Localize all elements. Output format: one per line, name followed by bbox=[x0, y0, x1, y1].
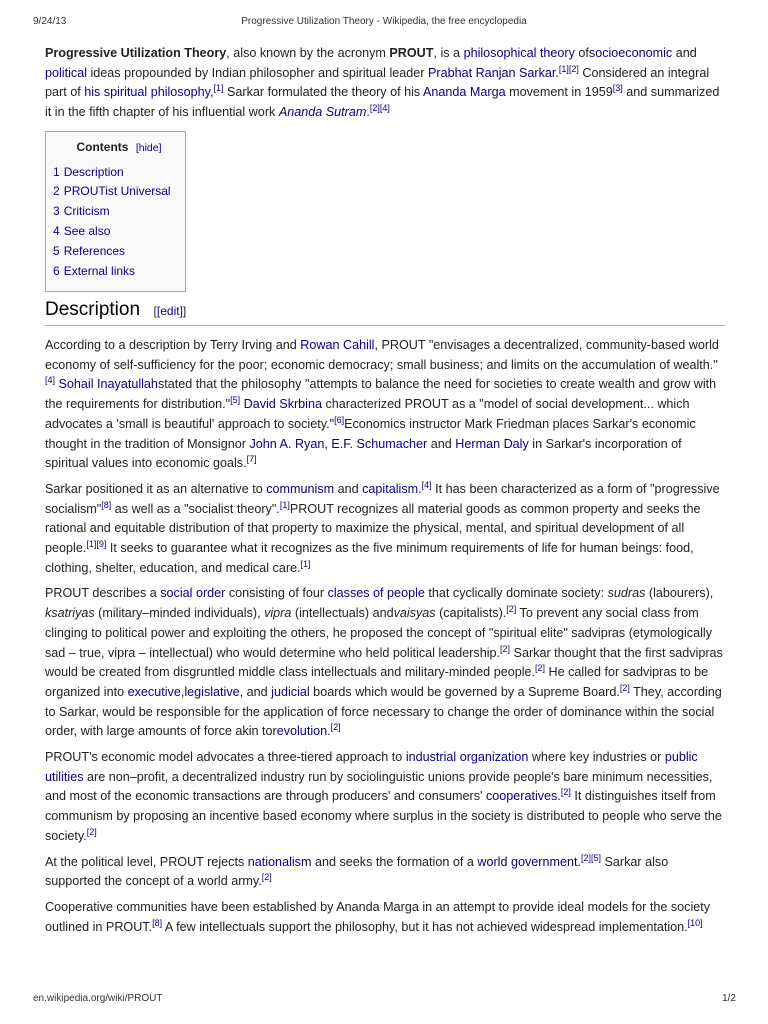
citation[interactable]: [1] bbox=[213, 83, 224, 94]
link-revolution[interactable]: revolution bbox=[272, 724, 328, 739]
page-number: 1/2 bbox=[722, 993, 736, 1004]
toc-item-references[interactable]: 5 References bbox=[53, 243, 126, 258]
toc-header bbox=[53, 138, 185, 159]
citation[interactable]: [2] bbox=[261, 872, 272, 883]
link-john-a-ryan[interactable]: John A. Ryan bbox=[249, 436, 325, 451]
link-philosophical-theory[interactable]: philosophical theory bbox=[463, 46, 575, 60]
link-legislative[interactable]: legislative bbox=[184, 684, 240, 699]
link-prabhat-ranjan-sarkar[interactable]: Prabhat Ranjan Sarkar bbox=[427, 65, 556, 80]
citation[interactable]: [2] bbox=[535, 663, 546, 674]
toc-item-external-links[interactable]: 6 External links bbox=[53, 263, 136, 278]
citation[interactable]: [1] bbox=[300, 558, 311, 569]
paragraph-6: Cooperative communities have been established by Ananda Marga in an attempt to provide ideal models for the society outlined in PROUT.[8] A few intellectuals support the philosophy, but it has not achieved widespread implementation.[10] bbox=[45, 899, 711, 934]
toc-item-see-also[interactable]: 4 See also bbox=[53, 223, 111, 238]
article-subject: Progressive Utilization Theory bbox=[45, 46, 227, 60]
citation[interactable]: [3] bbox=[612, 83, 623, 94]
citation[interactable]: [2] bbox=[560, 787, 571, 798]
paragraph-2: Sarkar positioned it as an alternative to communism and capitalism.[4] It has been characterized as a form of "progressive socialism"[8] as well as a "socialist theory".[1]PROUT recognizes all material goods as common property and seeks the rational and equitable distribution of that property to maximize the physical, mental, and spiritual development of all people.[1][9] It seeks to guarantee what it recognizes as the five minimum requirements of life for human beings: food, clothing, shelter, education, and medical care.[1] bbox=[45, 479, 720, 575]
citation[interactable]: [2][4] bbox=[369, 102, 390, 113]
paragraph-5: At the political level, PROUT rejects nationalism and seeks the formation of a world government.[2][5] Sarkar also supported the concept of a world army.[2] bbox=[45, 852, 669, 889]
citation[interactable]: [8] bbox=[101, 499, 112, 510]
toc-list bbox=[53, 163, 185, 282]
edit-link-text[interactable]: [edit] bbox=[156, 304, 183, 319]
citation[interactable]: [2][5] bbox=[580, 852, 601, 863]
article-content bbox=[45, 44, 725, 943]
link-cooperatives[interactable]: cooperatives bbox=[485, 789, 558, 804]
link-socioeconomic[interactable]: socioeconomic bbox=[588, 46, 673, 60]
link-judicial[interactable]: judicial bbox=[271, 684, 310, 699]
link-sohail-inayatullah[interactable]: Sohail Inayatullah bbox=[58, 377, 158, 392]
link-industrial-organization[interactable]: industrial organization bbox=[405, 750, 529, 765]
acronym: PROUT bbox=[389, 46, 434, 60]
citation[interactable]: [2] bbox=[330, 722, 341, 733]
section-title: Description bbox=[45, 299, 141, 321]
link-social-order[interactable]: social order bbox=[160, 586, 226, 601]
table-of-contents bbox=[45, 131, 186, 292]
citation[interactable]: [5] bbox=[230, 394, 241, 405]
link-world-government[interactable]: world government bbox=[477, 854, 578, 869]
link-communism[interactable]: communism bbox=[266, 481, 335, 496]
citation[interactable]: [6] bbox=[334, 414, 345, 425]
print-url: en.wikipedia.org/wiki/PROUT bbox=[33, 993, 163, 1004]
paragraph-1: According to a description by Terry Irving and Rowan Cahill, PROUT "envisages a decentralized, community-based world economy of self-sufficiency for the poor; economic democracy; small business; and limits on the accumulation of wealth."[4] Sohail Inayatullahstated that the philosophy "attempts to balance the need for societies to create wealth and grow with the requirements for distribution."[5] David Skrbina characterized PROUT as a "model of social development... which advocates a 'small is beautiful' approach to society."[6]Economics instructor Mark Friedman places Sarkar's economic thought in the tradition of Monsignor John A. Ryan, E.F. Schumacher and Herman Daly in Sarkar's incorporation of spiritual values into economic goals.[7] bbox=[45, 338, 719, 471]
link-ananda-marga[interactable]: Ananda Marga bbox=[423, 85, 506, 100]
citation[interactable]: [1] bbox=[279, 499, 290, 510]
link-rowan-cahill[interactable]: Rowan Cahill bbox=[300, 338, 375, 352]
link-david-skrbina[interactable]: David Skrbina bbox=[243, 397, 322, 412]
print-header bbox=[0, 16, 768, 30]
section-edit-link[interactable]: [[edit]] bbox=[153, 304, 187, 319]
citation[interactable]: [2] bbox=[619, 682, 630, 693]
link-ananda-sutram[interactable]: Ananda Sutram bbox=[278, 105, 367, 120]
link-political[interactable]: political bbox=[45, 65, 87, 80]
citation[interactable]: [7] bbox=[246, 454, 257, 465]
citation[interactable]: [1][9] bbox=[86, 538, 107, 549]
link-spiritual-philosophy[interactable]: his spiritual philosophy bbox=[84, 85, 210, 100]
toc-item-criticism[interactable]: 3 Criticism bbox=[53, 204, 110, 219]
citation[interactable]: [2] bbox=[500, 643, 511, 654]
citation[interactable]: [4] bbox=[421, 479, 432, 490]
print-title: Progressive Utilization Theory - Wikipedia, the free encyclopedia bbox=[241, 16, 527, 27]
toc-title: Contents bbox=[76, 139, 129, 154]
link-nationalism[interactable]: nationalism bbox=[247, 854, 312, 869]
link-executive[interactable]: executive bbox=[127, 684, 181, 699]
section-heading-description bbox=[45, 300, 725, 326]
citation[interactable]: [2] bbox=[506, 603, 517, 614]
toc-item-description[interactable]: 1 Description bbox=[53, 164, 124, 179]
citation[interactable]: [1][2] bbox=[558, 63, 579, 74]
toc-hide-toggle[interactable]: [hide] bbox=[135, 141, 162, 154]
citation[interactable]: [8] bbox=[152, 917, 163, 928]
link-capitalism[interactable]: capitalism bbox=[362, 481, 419, 496]
citation[interactable]: [10] bbox=[687, 917, 703, 928]
link-classes-of-people[interactable]: classes of people bbox=[327, 586, 425, 601]
link-herman-daly[interactable]: Herman Daly bbox=[455, 436, 529, 451]
toc-item-proutist-universal[interactable]: 2 PROUTist Universal bbox=[53, 184, 171, 199]
paragraph-3: PROUT describes a social order consisting of four classes of people that cyclically dominate society: sudras (labourers), ksatriyas (military–minded individuals), vipra (intellectuals) andvaisyas (capitalists).[2] To prevent any social class from clinging to political power and exploiting the others, he proposed the concept of "spiritual elite" sadvipras (etymologically sad – true, vipra – intellectual) who would determine who held political leadership.[2] Sarkar thought that the first sadvipras would be created from disgruntled middle class intellectuals and military-minded people.[2] He called for sadvipras to be organized into executive,legislative, and judicial boards which would be governed by a Supreme Board.[2] They, according to Sarkar, would be responsible for the application of force necessary to change the order of dominance within the social order, with large amounts of force akin torevolution.[2] bbox=[45, 586, 723, 739]
paragraph-4: PROUT's economic model advocates a three-tiered approach to industrial organization where key industries or public utilities are non–profit, a decentralized industry run by sociolinguistic unions provide people's bare minimum necessities, and most of the economic transactions are through producers' and consumers' cooperatives.[2] It distinguishes itself from communism by proposing an incentive based economy where surplus in the society is distributed to people who serve the society.[2] bbox=[45, 750, 722, 843]
citation[interactable]: [4] bbox=[45, 375, 56, 386]
print-date: 9/24/13 bbox=[33, 16, 67, 27]
link-ef-schumacher[interactable]: E.F. Schumacher bbox=[331, 436, 428, 451]
intro-paragraph: Progressive Utilization Theory, also known by the acronym PROUT, is a philosophical theory ofsocioeconomic and political ideas propounded by Indian philosopher and spiritual leader Prabhat Ranjan Sarkar.[1][2] Considered an integral part of his spiritual philosophy,[1] Sarkar formulated the theory of his Ananda Marga movement in 1959[3] and summarized it in the fifth chapter of his influential work Ananda Sutram.[2][4] bbox=[45, 46, 720, 120]
link-public-utilities[interactable]: public utilities bbox=[45, 750, 698, 784]
citation[interactable]: [2] bbox=[86, 826, 97, 837]
